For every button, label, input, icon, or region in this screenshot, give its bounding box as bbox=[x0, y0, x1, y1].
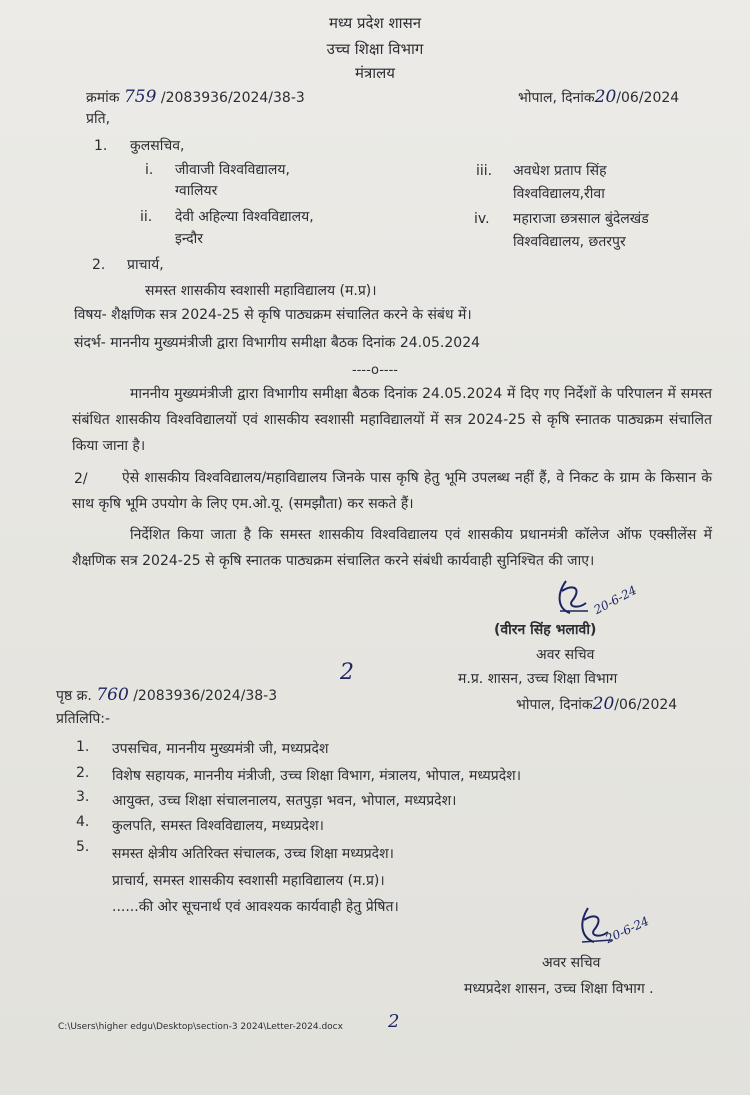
copy-extra-line: प्राचार्य, समस्त शासकीय स्वशासी महाविद्यालय (म.प्र)। bbox=[112, 873, 385, 889]
copy-item-3-num: 3. bbox=[76, 789, 90, 805]
copy-item-1-num: 1. bbox=[76, 739, 90, 755]
ref-handwritten-date: 20 bbox=[594, 87, 617, 107]
recipient-1-title: कुलसचिव, bbox=[130, 138, 185, 154]
endorsement-handwritten-number: 760 bbox=[96, 685, 129, 705]
recipient-i-num: i. bbox=[145, 162, 154, 178]
recipient-i-line1: जीवाजी विश्वविद्यालय, bbox=[175, 162, 290, 178]
body-paragraph-1: माननीय मुख्यमंत्रीजी द्वारा विभागीय समीक्षा बैठक दिनांक 24.05.2024 में दिए गए निर्देशों के परिपालन में समस्त संबंधित शासकीय विश्वविद्यालयों एवं शासकीय स्वशासी महाविद्यालयों में सत्र 2024-25 से कृषि स्नातक पाठ्यक्रम संचालित किया जाना है। bbox=[72, 386, 712, 454]
reference-text: माननीय मुख्यमंत्रीजी द्वारा विभागीय समीक्षा बैठक दिनांक 24.05.2024 bbox=[110, 335, 481, 351]
header-ministry: मंत्रालय bbox=[354, 64, 395, 82]
subject-label: विषय- bbox=[74, 307, 107, 323]
recipient-iii-num: iii. bbox=[476, 163, 493, 179]
endorsement-suffix: /2083936/2024/38-3 bbox=[133, 688, 278, 704]
ref-number bbox=[86, 88, 305, 107]
recipient-1-num: 1. bbox=[94, 138, 108, 154]
signatory-2-department: मध्यप्रदेश शासन, उच्च शिक्षा विभाग . bbox=[464, 981, 654, 997]
footer-page-mark: 2 bbox=[388, 1011, 400, 1032]
signatory-1-name: (वीरन सिंह भलावी) bbox=[494, 622, 597, 638]
copy-item-4-text: कुलपति, समस्त विश्वविद्यालय, मध्यप्रदेश। bbox=[112, 818, 324, 834]
signatory-1-date bbox=[516, 695, 677, 714]
header-department: उच्च शिक्षा विभाग bbox=[326, 40, 424, 58]
copy-item-1-text: उपसचिव, माननीय मुख्यमंत्री जी, मध्यप्रदेश bbox=[112, 741, 329, 757]
ref-label: क्रमांक bbox=[86, 90, 120, 106]
copy-item-2-text: विशेष सहायक, माननीय मंत्रीजी, उच्च शिक्षा विभाग, मंत्रालय, भोपाल, मध्यप्रदेश। bbox=[112, 768, 522, 784]
subject-line bbox=[74, 306, 472, 324]
body-paragraph-2: ऐसे शासकीय विश्वविद्यालय/महाविद्यालय जिनके पास कृषि हेतु भूमि उपलब्ध नहीं हैं, वे निकट के ग्राम के किसान के साथ कृषि भूमि उपयोग के लिए एम.ओ.यू. (समझौता) कर सकते हैं। bbox=[72, 470, 712, 512]
recipient-2-num: 2. bbox=[92, 257, 106, 273]
recipient-2-title: प्राचार्य, bbox=[127, 257, 164, 273]
signatory-1-department: म.प्र. शासन, उच्च शिक्षा विभाग bbox=[458, 671, 618, 687]
body-paragraph-3: निर्देशित किया जाता है कि समस्त शासकीय विश्वविद्यालय एवं शासकीय प्रधानमंत्री कॉलेज ऑफ एक्सीलेंस में शैक्षणिक सत्र 2024-25 से कृषि स्नातक पाठ्यक्रम संचालित करने संबंधी कार्यवाही सुनिश्चित की जाए। bbox=[72, 527, 712, 569]
signatory-2-designation: अवर सचिव bbox=[542, 955, 601, 971]
footer-file-path: C:\Users\higher edgu\Desktop\section-3 2024\Letter-2024.docx bbox=[58, 1022, 343, 1032]
copy-label: प्रतिलिपि:- bbox=[56, 711, 111, 727]
ref-date-prefix: भोपाल, दिनांक bbox=[518, 90, 595, 106]
endorsement-label: पृष्ठ क्र. bbox=[56, 688, 92, 704]
ref-handwritten-number: 759 bbox=[123, 87, 157, 107]
signatory-1-date-prefix: भोपाल, दिनांक bbox=[516, 697, 593, 713]
copy-item-5-text: समस्त क्षेत्रीय अतिरिक्त संचालक, उच्च शिक्षा मध्यप्रदेश। bbox=[112, 846, 394, 862]
recipient-ii-line2: इन्दौर bbox=[175, 231, 203, 247]
reference-line bbox=[74, 334, 480, 352]
signatory-1-designation: अवर सचिव bbox=[536, 647, 595, 663]
prati-label: प्रति, bbox=[86, 111, 111, 127]
ref-date bbox=[518, 88, 679, 107]
signature-2-date: 20-6-24 bbox=[603, 913, 652, 947]
header-govt: मध्य प्रदेश शासन bbox=[328, 14, 422, 32]
signatory-1-date-suffix: /06/2024 bbox=[614, 697, 678, 713]
recipient-i-line2: ग्वालियर bbox=[175, 183, 218, 199]
recipient-iii-line2: विश्वविद्यालय,रीवा bbox=[513, 186, 605, 202]
recipient-iv-line1: महाराजा छत्रसाल बुंदेलखंड bbox=[513, 211, 649, 227]
reference-label: संदर्भ- bbox=[74, 335, 106, 351]
recipient-iii-line1: अवधेश प्रताप सिंह bbox=[513, 163, 607, 179]
ref-date-suffix: /06/2024 bbox=[616, 90, 680, 106]
subject-text: शैक्षणिक सत्र 2024-25 से कृषि पाठ्यक्रम संचालित करने के संबंध में। bbox=[111, 307, 472, 323]
copy-item-3-text: आयुक्त, उच्च शिक्षा संचालनालय, सतपुड़ा भवन, भोपाल, मध्यप्रदेश। bbox=[112, 793, 457, 809]
signature-1-date: 20-6-24 bbox=[591, 582, 639, 618]
recipient-2-line: समस्त शासकीय स्वशासी महाविद्यालय (म.प्र)। bbox=[145, 283, 377, 299]
signatory-1-handwritten-date: 20 bbox=[592, 694, 615, 714]
divider: ----o---- bbox=[352, 363, 398, 378]
endorsement-number bbox=[56, 686, 277, 705]
ref-suffix: /2083936/2024/38-3 bbox=[160, 90, 305, 106]
margin-mark: 2 bbox=[340, 660, 354, 685]
recipient-ii-line1: देवी अहिल्या विश्वविद्यालय, bbox=[175, 209, 314, 225]
copy-closing: ......की ओर सूचनार्थ एवं आवश्यक कार्यवाही हेतु प्रेषित। bbox=[112, 899, 399, 915]
copy-item-5-num: 5. bbox=[76, 839, 90, 855]
copy-item-4-num: 4. bbox=[76, 814, 90, 830]
copy-item-2-num: 2. bbox=[76, 765, 90, 781]
recipient-ii-num: ii. bbox=[140, 209, 153, 225]
body-paragraph-2-num: 2/ bbox=[74, 471, 88, 487]
recipient-iv-line2: विश्वविद्यालय, छतरपुर bbox=[513, 234, 626, 250]
recipient-iv-num: iv. bbox=[474, 211, 490, 227]
